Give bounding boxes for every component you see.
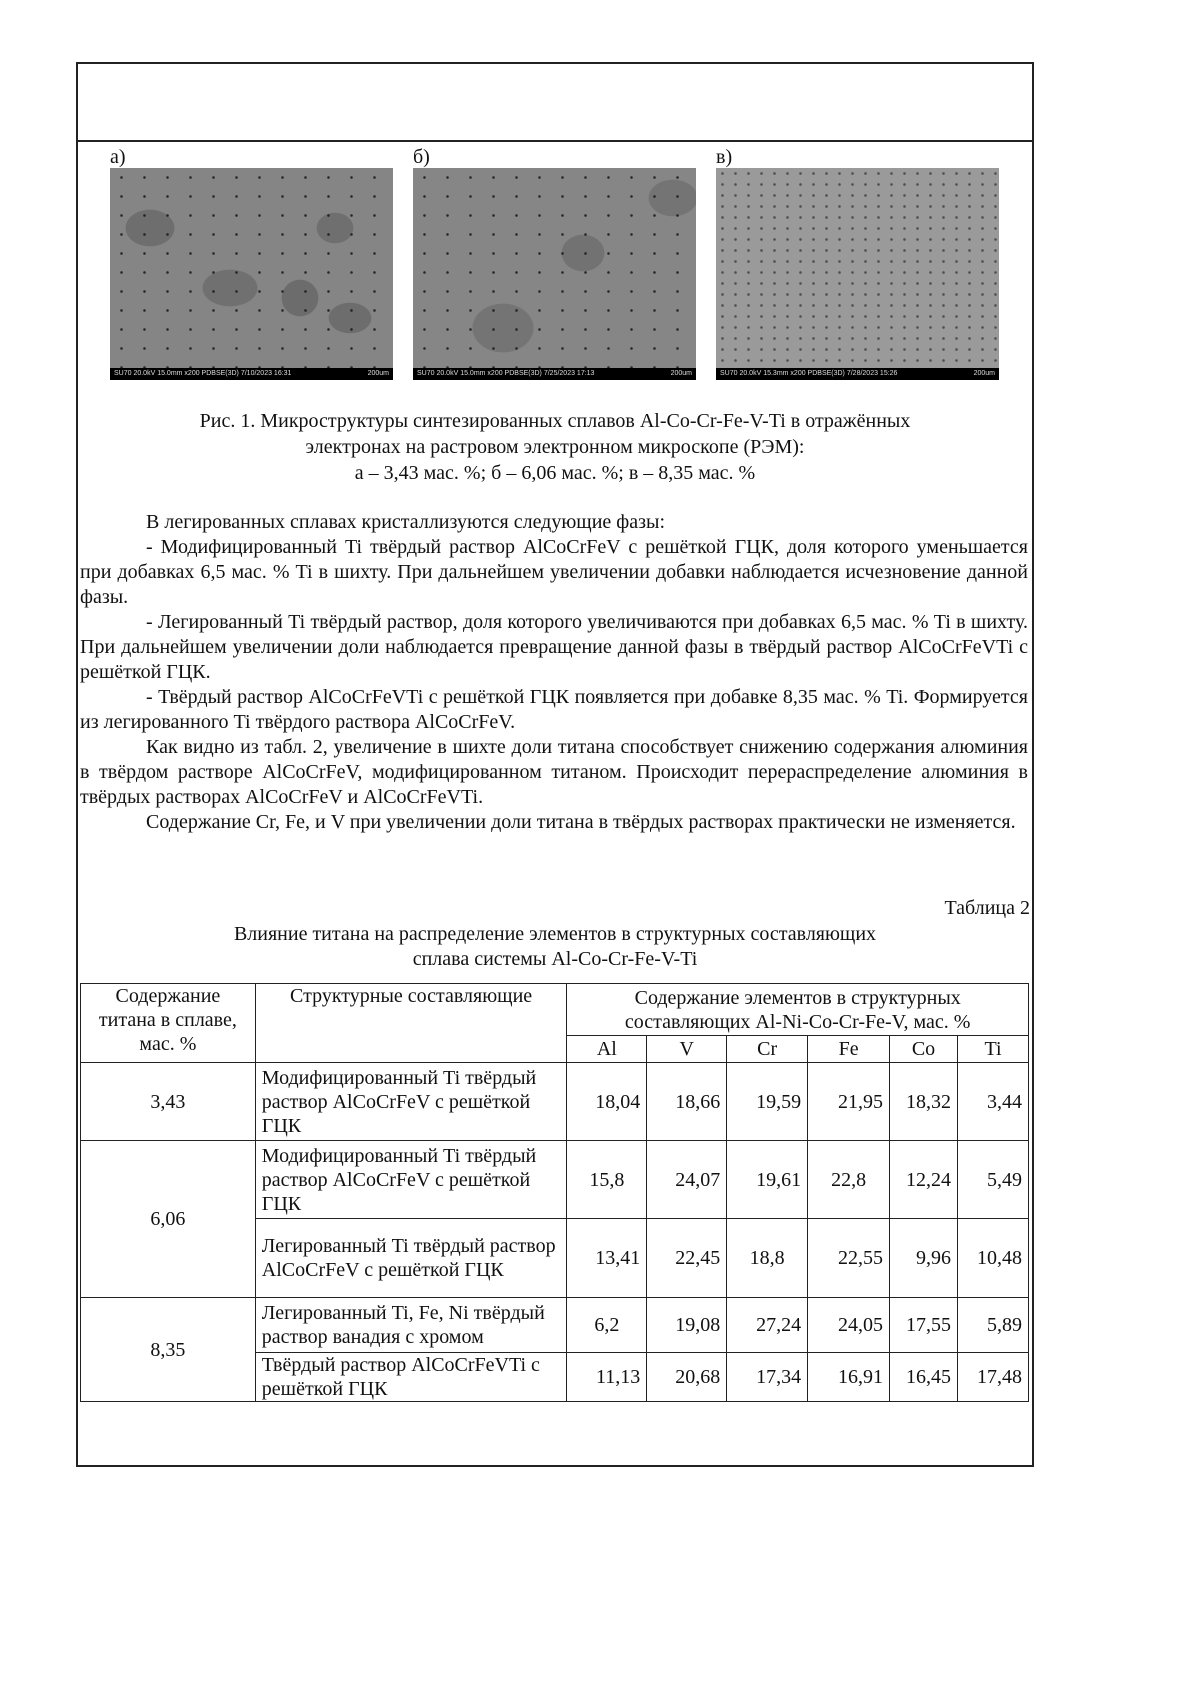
header-ti: Содержание титана в сплаве, мас. %: [81, 984, 256, 1063]
cell: 27,24: [727, 1298, 808, 1353]
sem-info: SU70 20.0kV 15.3mm x200 PDBSE(3D) 7/28/2023 15:26: [720, 368, 897, 380]
cell: 16,91: [808, 1353, 890, 1402]
phase: Твёрдый раствор AlCoCrFeVTi с решёткой ГЦК: [255, 1353, 567, 1402]
cell: 22,55: [808, 1219, 890, 1298]
cell: 13,41: [567, 1219, 647, 1298]
paragraph: - Твёрдый раствор AlCoCrFeVTi с решёткой ГЦК появляется при добавке 8,35 мас. % Ti. Формируется из легированного Ti твёрдого раствора AlCoCrFeV.: [80, 685, 1028, 735]
panel-label-b: б): [413, 146, 430, 169]
cell: 19,59: [727, 1063, 808, 1141]
cell: 18,04: [567, 1063, 647, 1141]
table-title-line: Влияние титана на распределение элементов в структурных составляющих: [80, 922, 1030, 947]
sem-scale: 200um: [368, 368, 389, 380]
phase: Легированный Ti, Fe, Ni твёрдый раствор ванадия с хромом: [255, 1298, 567, 1353]
cell: 18,8: [727, 1219, 808, 1298]
document-page: [0, 0, 1200, 1698]
cell: 3,44: [957, 1063, 1028, 1141]
ti-content: 8,35: [81, 1298, 256, 1402]
table-row: [81, 1141, 1029, 1219]
cell: 11,13: [567, 1353, 647, 1402]
cell: 17,48: [957, 1353, 1028, 1402]
header-ti-col: Ti: [957, 1036, 1028, 1063]
cell: 22,45: [647, 1219, 727, 1298]
cell: 17,55: [890, 1298, 958, 1353]
panel-label-a: а): [110, 146, 126, 169]
cell: 18,32: [890, 1063, 958, 1141]
header-fe: Fe: [808, 1036, 890, 1063]
paragraph: Содержание Cr, Fe, и V при увеличении доли титана в твёрдых растворах практически не изменяется.: [80, 810, 1028, 835]
cell: 21,95: [808, 1063, 890, 1141]
table-row: [81, 1298, 1029, 1353]
figure-caption: [80, 408, 1030, 486]
table-number: Таблица 2: [944, 897, 1030, 920]
cell: 18,66: [647, 1063, 727, 1141]
cell: 19,61: [727, 1141, 808, 1219]
cell: 22,8: [808, 1141, 890, 1219]
phase: Модифицированный Ti твёрдый раствор AlCoCrFeV с решёткой ГЦК: [255, 1141, 567, 1219]
header-co: Co: [890, 1036, 958, 1063]
paragraph: В легированных сплавах кристаллизуются следующие фазы:: [80, 510, 1028, 535]
body-text: [80, 510, 1028, 835]
cell: 16,45: [890, 1353, 958, 1402]
paragraph: Как видно из табл. 2, увеличение в шихте доли титана способствует снижению содержания алюминия в твёрдом растворе AlCoCrFeV, модифицированном титаном. Происходит перераспределение алюминия в твёрдых растворах AlCoCrFeV и AlCoCrFeVTi.: [80, 735, 1028, 810]
cell: 24,05: [808, 1298, 890, 1353]
sem-image-a: [110, 168, 393, 380]
ti-content: 3,43: [81, 1063, 256, 1141]
table-title: [80, 922, 1030, 972]
cell: 5,49: [957, 1141, 1028, 1219]
header-al: Al: [567, 1036, 647, 1063]
cell: 24,07: [647, 1141, 727, 1219]
header-cr: Cr: [727, 1036, 808, 1063]
ti-content: 6,06: [81, 1141, 256, 1298]
phase: Легированный Ti твёрдый раствор AlCoCrFeV с решёткой ГЦК: [255, 1219, 567, 1298]
paragraph: - Модифицированный Ti твёрдый раствор AlCoCrFeV с решёткой ГЦК, доля которого уменьшается при добавках 6,5 мас. % Ti в шихту. При дальнейшем увеличении добавки наблюдается исчезновение данной фазы.: [80, 535, 1028, 610]
sem-info: SU70 20.0kV 15.0mm x200 PDBSE(3D) 7/25/2023 17:13: [417, 368, 594, 380]
table-row: [81, 1063, 1029, 1141]
cell: 17,34: [727, 1353, 808, 1402]
phase: Модифицированный Ti твёрдый раствор AlCoCrFeV с решёткой ГЦК: [255, 1063, 567, 1141]
cell: 10,48: [957, 1219, 1028, 1298]
header-phase: Структурные составляющие: [255, 984, 567, 1063]
caption-line: Рис. 1. Микроструктуры синтезированных сплавов Al-Co-Cr-Fe-V-Ti в отражённых: [80, 408, 1030, 434]
cell: 15,8: [567, 1141, 647, 1219]
header-v: V: [647, 1036, 727, 1063]
data-table: [80, 983, 1029, 1402]
sem-info: SU70 20.0kV 15.0mm x200 PDBSE(3D) 7/10/2023 16:31: [114, 368, 291, 380]
cell: 20,68: [647, 1353, 727, 1402]
sem-image-c: [716, 168, 999, 380]
caption-line: электронах на растровом электронном микроскопе (РЭМ):: [80, 434, 1030, 460]
header-elements: Содержание элементов в структурных составляющих Al-Ni-Co-Cr-Fe-V, мас. %: [567, 984, 1029, 1036]
sem-scale: 200um: [974, 368, 995, 380]
header-divider: [78, 140, 1032, 142]
sem-image-b: [413, 168, 696, 380]
cell: 19,08: [647, 1298, 727, 1353]
table-title-line: сплава системы Al-Co-Cr-Fe-V-Ti: [80, 947, 1030, 972]
cell: 12,24: [890, 1141, 958, 1219]
sem-scale: 200um: [671, 368, 692, 380]
caption-line: а – 3,43 мас. %; б – 6,06 мас. %; в – 8,35 мас. %: [80, 460, 1030, 486]
paragraph: - Легированный Ti твёрдый раствор, доля которого увеличиваются при добавках 6,5 мас. % Ti в шихту. При дальнейшем увеличении доли наблюдается превращение данной фазы в твёрдый раствор AlCoCrFeVTi с решёткой ГЦК.: [80, 610, 1028, 685]
cell: 6,2: [567, 1298, 647, 1353]
cell: 5,89: [957, 1298, 1028, 1353]
cell: 9,96: [890, 1219, 958, 1298]
panel-label-c: в): [716, 146, 732, 169]
